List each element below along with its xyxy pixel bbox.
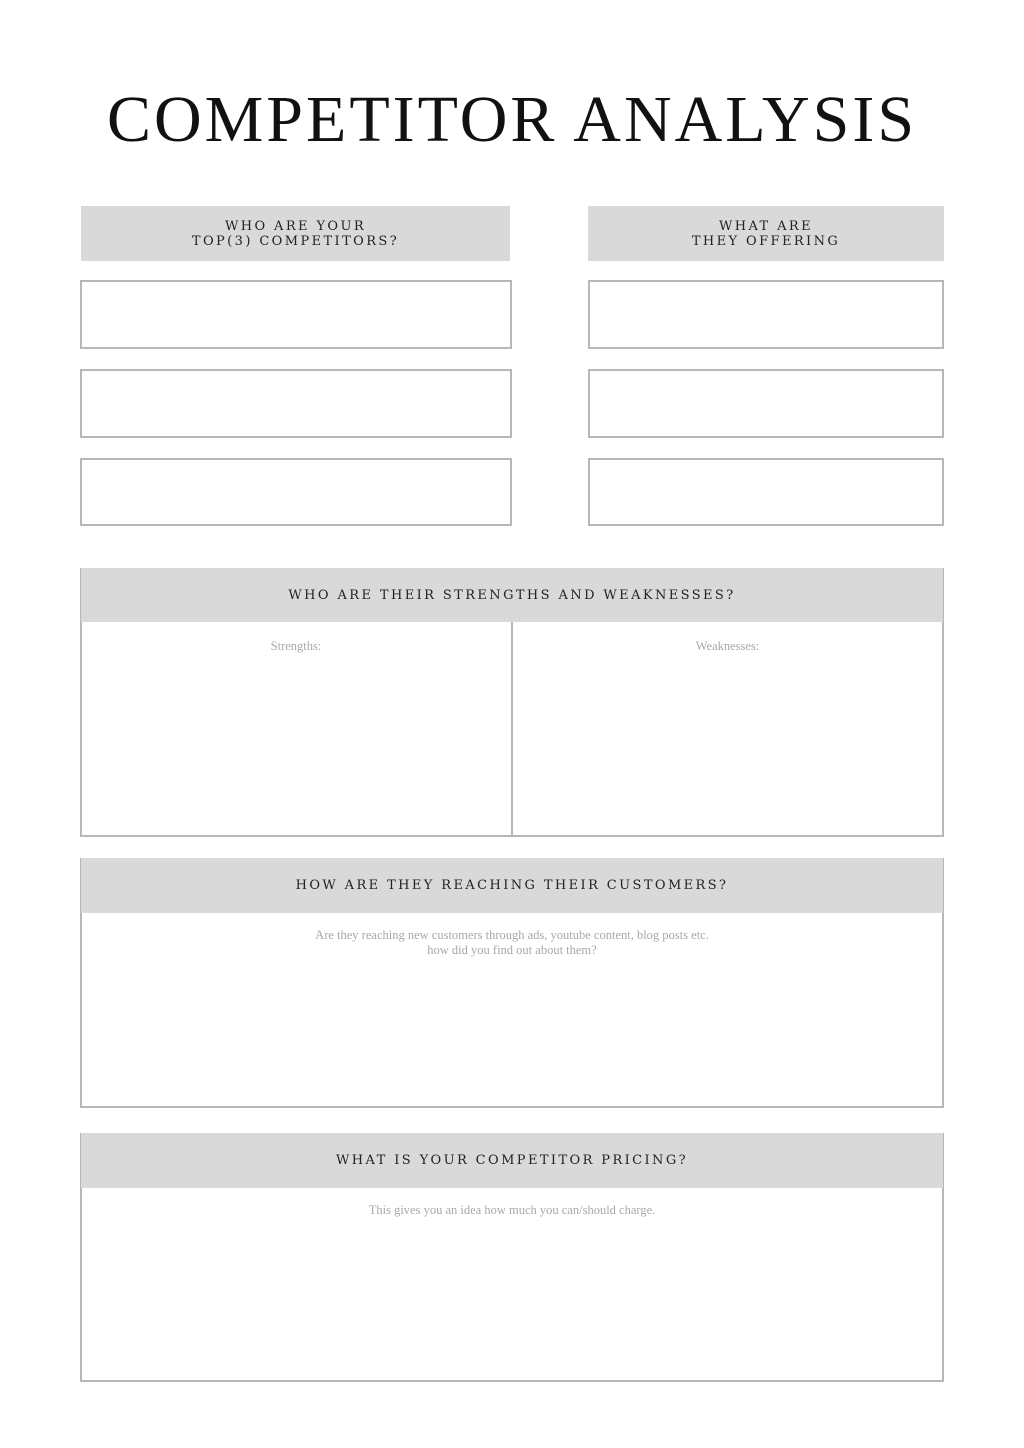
reaching-customers-header: HOW ARE THEY REACHING THEIR CUSTOMERS?	[81, 858, 943, 913]
reaching-customers-hint-line1: Are they reaching new customers through ads, youtube content, blog posts etc.	[315, 928, 709, 942]
offering-header	[588, 206, 944, 261]
offering-header-line2: THEY OFFERING	[691, 233, 841, 249]
strengths-label: Strengths:	[270, 639, 322, 653]
reaching-customers-hint-line2: how did you find out about them?	[427, 943, 597, 957]
pricing-header: WHAT IS YOUR COMPETITOR PRICING?	[81, 1133, 943, 1188]
weaknesses-label: Weaknesses:	[695, 639, 760, 653]
offering-field-1[interactable]	[588, 280, 944, 349]
competitors-header	[81, 206, 510, 261]
page-title: COMPETITOR ANALYSIS	[106, 83, 918, 156]
pricing-hint: This gives you an idea how much you can/should charge.	[368, 1203, 656, 1217]
offering-field-2[interactable]	[588, 369, 944, 438]
strengths-weaknesses-header: WHO ARE THEIR STRENGTHS AND WEAKNESSES?	[81, 568, 943, 622]
offering-field-3[interactable]	[588, 458, 944, 526]
competitors-header-line2: TOP(3) COMPETITORS?	[191, 233, 400, 249]
offering-header-line1: WHAT ARE	[718, 218, 814, 234]
reaching-customers-hint	[82, 928, 942, 958]
competitor-field-3[interactable]	[80, 458, 512, 526]
competitor-field-2[interactable]	[80, 369, 512, 438]
competitors-header-line1: WHO ARE YOUR	[224, 218, 367, 234]
competitor-field-1[interactable]	[80, 280, 512, 349]
